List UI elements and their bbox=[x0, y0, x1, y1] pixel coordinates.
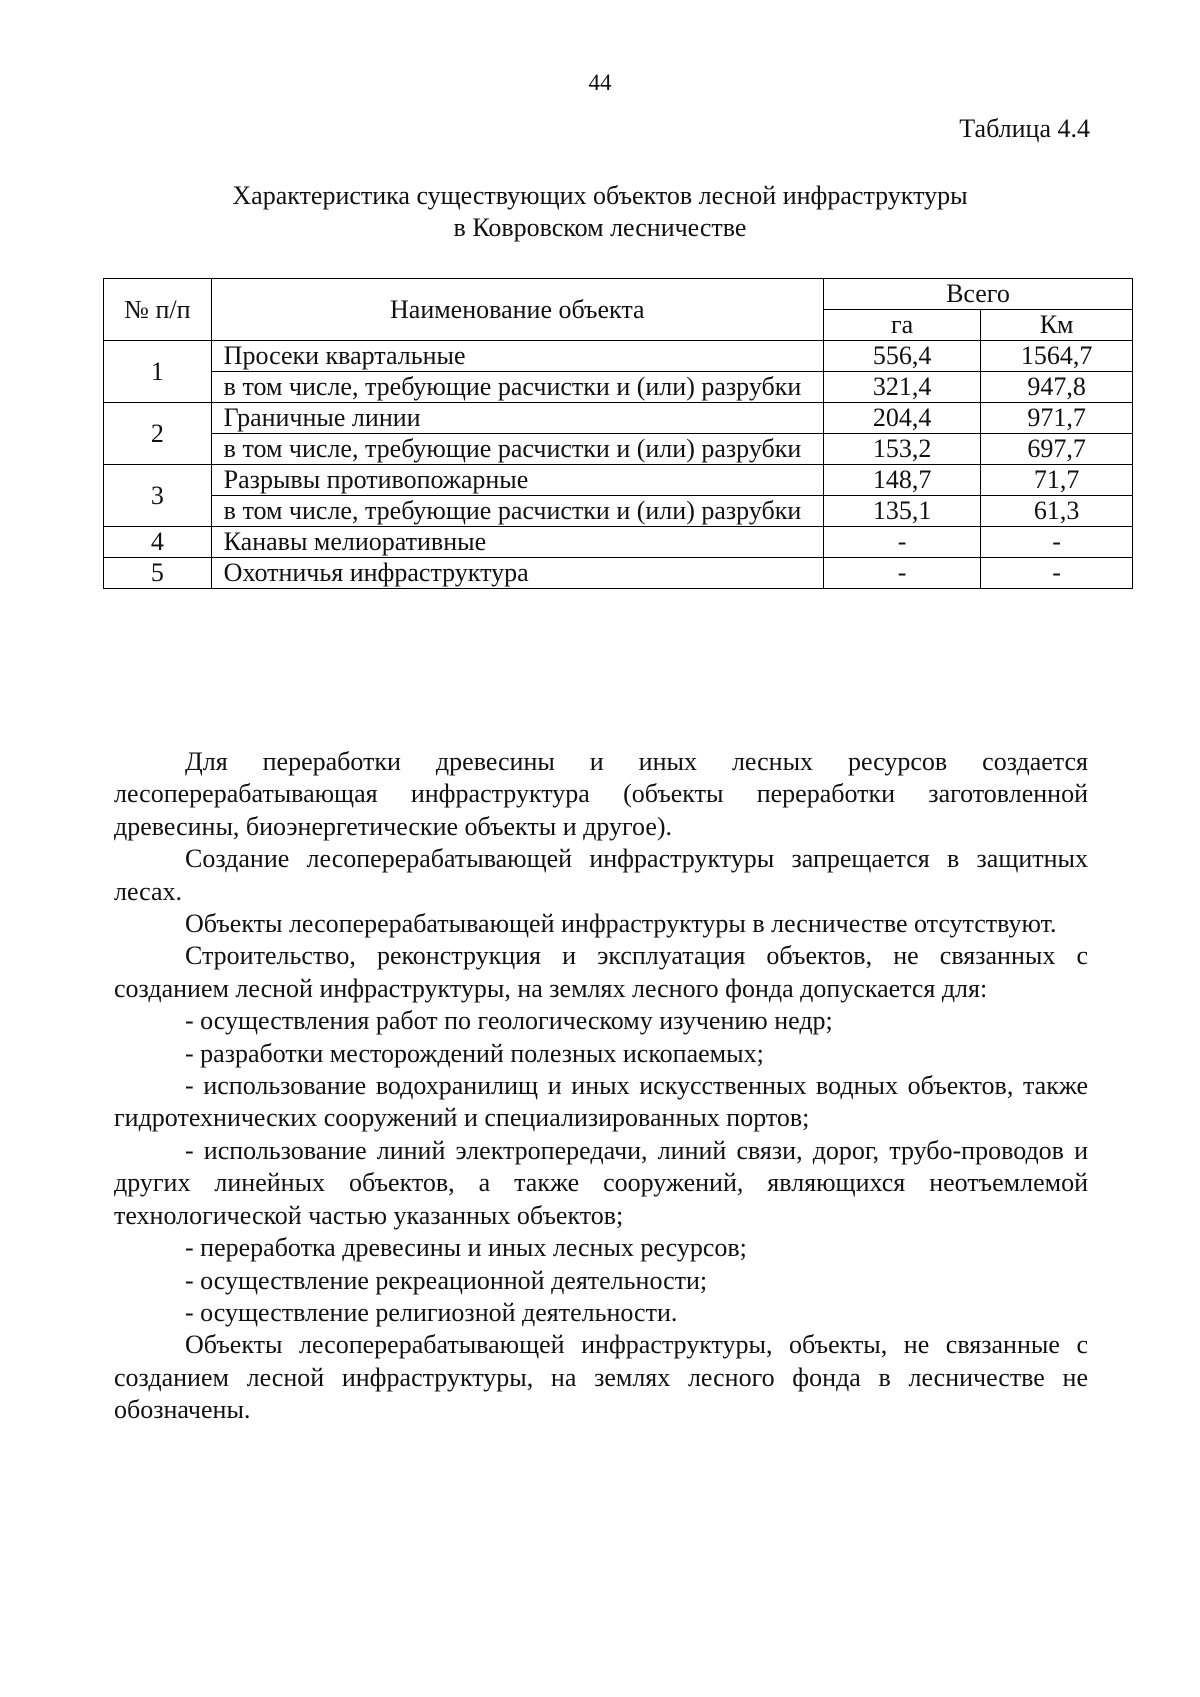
row-km-value: 697,7 bbox=[981, 434, 1133, 465]
table-row bbox=[104, 465, 1133, 496]
table-title-line-2: в Ковровском лесничестве bbox=[453, 213, 747, 242]
paragraph: - осуществление религиозной деятельности. bbox=[185, 1297, 678, 1327]
row-name: в том числе, требующие расчистки и (или) разрубки bbox=[211, 434, 823, 465]
row-km-value: 947,8 bbox=[981, 372, 1133, 403]
table-row bbox=[104, 558, 1133, 589]
row-name: в том числе, требующие расчистки и (или) разрубки bbox=[211, 496, 823, 527]
paragraph: - использование линий электропередачи, линий связи, дорог, трубо-проводов и других линейных объектов, а также сооружений, являющихся неотъемлемой технологической частью указанных объектов; bbox=[114, 1135, 1088, 1230]
paragraph: - осуществление рекреационной деятельности; bbox=[185, 1265, 708, 1295]
row-number: 1 bbox=[104, 341, 212, 403]
row-ha-value: 153,2 bbox=[823, 434, 980, 465]
row-ha-value: 321,4 bbox=[823, 372, 980, 403]
row-number: 4 bbox=[104, 527, 212, 558]
paragraph: Объекты лесоперерабатывающей инфраструктуры, объекты, не связанные с созданием лесной инфраструктуры, на землях лесного фонда в лесничестве не обозначены. bbox=[114, 1330, 1088, 1425]
row-name: Просеки квартальные bbox=[211, 341, 823, 372]
paragraph: - переработка древесины и иных лесных ресурсов; bbox=[185, 1233, 747, 1263]
paragraph: Для переработки древесины и иных лесных ресурсов создается лесоперерабатывающая инфраструктура (объекты переработки заготовленной древесины, биоэнергетические объекты и другое). bbox=[114, 747, 1088, 841]
row-ha-value: 135,1 bbox=[823, 496, 980, 527]
table-row bbox=[104, 372, 1133, 403]
row-number: 3 bbox=[104, 465, 212, 527]
row-ha-value: 556,4 bbox=[823, 341, 980, 372]
row-km-value: - bbox=[981, 527, 1133, 558]
row-number: 2 bbox=[104, 403, 212, 465]
paragraph: - осуществления работ по геологическому изучению недр; bbox=[185, 1006, 833, 1036]
row-name: Граничные линии bbox=[211, 403, 823, 434]
body-text bbox=[114, 746, 1088, 1427]
table-row bbox=[104, 527, 1133, 558]
table-body bbox=[104, 341, 1133, 589]
row-name: Канавы мелиоративные bbox=[211, 527, 823, 558]
row-number: 5 bbox=[104, 558, 212, 589]
header-km: Км bbox=[981, 310, 1133, 341]
row-ha-value: - bbox=[823, 558, 980, 589]
paragraph: - разработки месторождений полезных ископаемых; bbox=[185, 1038, 764, 1068]
header-name: Наименование объекта bbox=[211, 279, 823, 341]
row-name: Охотничья инфраструктура bbox=[211, 558, 823, 589]
paragraph: Объекты лесоперерабатывающей инфраструктуры в лесничестве отсутствуют. bbox=[185, 909, 1057, 939]
row-km-value: 971,7 bbox=[981, 403, 1133, 434]
table-title-line-1: Характеристика существующих объектов лесной инфраструктуры bbox=[232, 181, 968, 210]
header-ha: га bbox=[823, 310, 980, 341]
infrastructure-table bbox=[103, 278, 1133, 589]
row-ha-value: 204,4 bbox=[823, 403, 980, 434]
row-km-value: - bbox=[981, 558, 1133, 589]
table-header-row bbox=[104, 279, 1133, 310]
table-row bbox=[104, 403, 1133, 434]
table-row bbox=[104, 341, 1133, 372]
page-number: 44 bbox=[588, 70, 612, 95]
paragraph: Строительство, реконструкция и эксплуатация объектов, не связанных с созданием лесной инфраструктуры, на землях лесного фонда допускается для: bbox=[114, 941, 1088, 1003]
header-total: Всего bbox=[823, 279, 1132, 310]
row-km-value: 1564,7 bbox=[981, 341, 1133, 372]
table-caption: Таблица 4.4 bbox=[959, 114, 1090, 143]
table-row bbox=[104, 434, 1133, 465]
row-km-value: 71,7 bbox=[981, 465, 1133, 496]
table-title bbox=[0, 180, 1200, 244]
row-ha-value: 148,7 bbox=[823, 465, 980, 496]
paragraph: - использование водохранилищ и иных искусственных водных объектов, также гидротехнических сооружений и специализированных портов; bbox=[114, 1071, 1088, 1133]
row-ha-value: - bbox=[823, 527, 980, 558]
table-row bbox=[104, 496, 1133, 527]
paragraph: Создание лесоперерабатывающей инфраструктуры запрещается в защитных лесах. bbox=[114, 844, 1088, 906]
row-km-value: 61,3 bbox=[981, 496, 1133, 527]
row-name: в том числе, требующие расчистки и (или) разрубки bbox=[211, 372, 823, 403]
header-number: № п/п bbox=[104, 279, 212, 341]
row-name: Разрывы противопожарные bbox=[211, 465, 823, 496]
